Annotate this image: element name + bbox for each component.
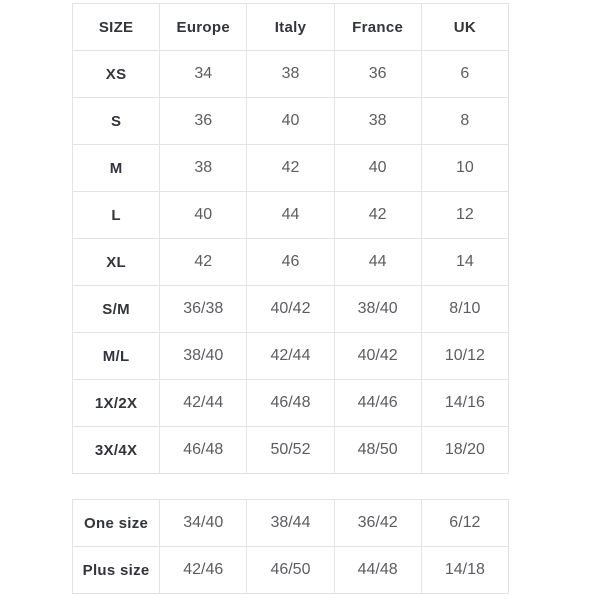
table-row [73,192,509,239]
value-cell: 36 [160,98,247,145]
header-cell-uk: UK [421,4,508,51]
size-label-cell: One size [73,500,160,547]
header-row [73,4,509,51]
value-cell: 40 [334,145,421,192]
size-conversion-table [72,3,509,474]
value-cell: 44 [334,239,421,286]
table-row [73,547,509,594]
value-cell: 38 [334,98,421,145]
size-label-cell: M/L [73,333,160,380]
table-row [73,286,509,333]
value-cell: 8 [421,98,508,145]
value-cell: 42/46 [160,547,247,594]
value-cell: 46/48 [160,427,247,474]
table-row [73,51,509,98]
value-cell: 42 [247,145,334,192]
value-cell: 42 [160,239,247,286]
value-cell: 34 [160,51,247,98]
value-cell: 36/42 [334,500,421,547]
header-cell-size: SIZE [73,4,160,51]
special-sizes-table [72,499,509,594]
value-cell: 44 [247,192,334,239]
value-cell: 34/40 [160,500,247,547]
table-row [73,380,509,427]
value-cell: 10 [421,145,508,192]
table-row [73,427,509,474]
value-cell: 36 [334,51,421,98]
value-cell: 46 [247,239,334,286]
value-cell: 40/42 [334,333,421,380]
value-cell: 42/44 [247,333,334,380]
value-cell: 46/50 [247,547,334,594]
size-label-cell: XL [73,239,160,286]
size-label-cell: S/M [73,286,160,333]
value-cell: 40 [160,192,247,239]
size-label-cell: XS [73,51,160,98]
value-cell: 46/48 [247,380,334,427]
table-row [73,239,509,286]
table-row [73,98,509,145]
value-cell: 14 [421,239,508,286]
size-label-cell: 1X/2X [73,380,160,427]
value-cell: 50/52 [247,427,334,474]
size-label-cell: L [73,192,160,239]
value-cell: 12 [421,192,508,239]
header-cell-europe: Europe [160,4,247,51]
table-row [73,145,509,192]
header-cell-italy: Italy [247,4,334,51]
size-label-cell: S [73,98,160,145]
value-cell: 38 [160,145,247,192]
value-cell: 44/48 [334,547,421,594]
value-cell: 18/20 [421,427,508,474]
table-row [73,500,509,547]
value-cell: 14/18 [421,547,508,594]
table-row [73,333,509,380]
value-cell: 44/46 [334,380,421,427]
value-cell: 42 [334,192,421,239]
value-cell: 38 [247,51,334,98]
size-label-cell: Plus size [73,547,160,594]
value-cell: 38/40 [160,333,247,380]
value-cell: 38/44 [247,500,334,547]
header-cell-france: France [334,4,421,51]
value-cell: 10/12 [421,333,508,380]
value-cell: 40/42 [247,286,334,333]
value-cell: 36/38 [160,286,247,333]
value-cell: 6 [421,51,508,98]
value-cell: 42/44 [160,380,247,427]
size-label-cell: 3X/4X [73,427,160,474]
value-cell: 40 [247,98,334,145]
size-label-cell: M [73,145,160,192]
value-cell: 14/16 [421,380,508,427]
value-cell: 8/10 [421,286,508,333]
value-cell: 6/12 [421,500,508,547]
value-cell: 38/40 [334,286,421,333]
value-cell: 48/50 [334,427,421,474]
